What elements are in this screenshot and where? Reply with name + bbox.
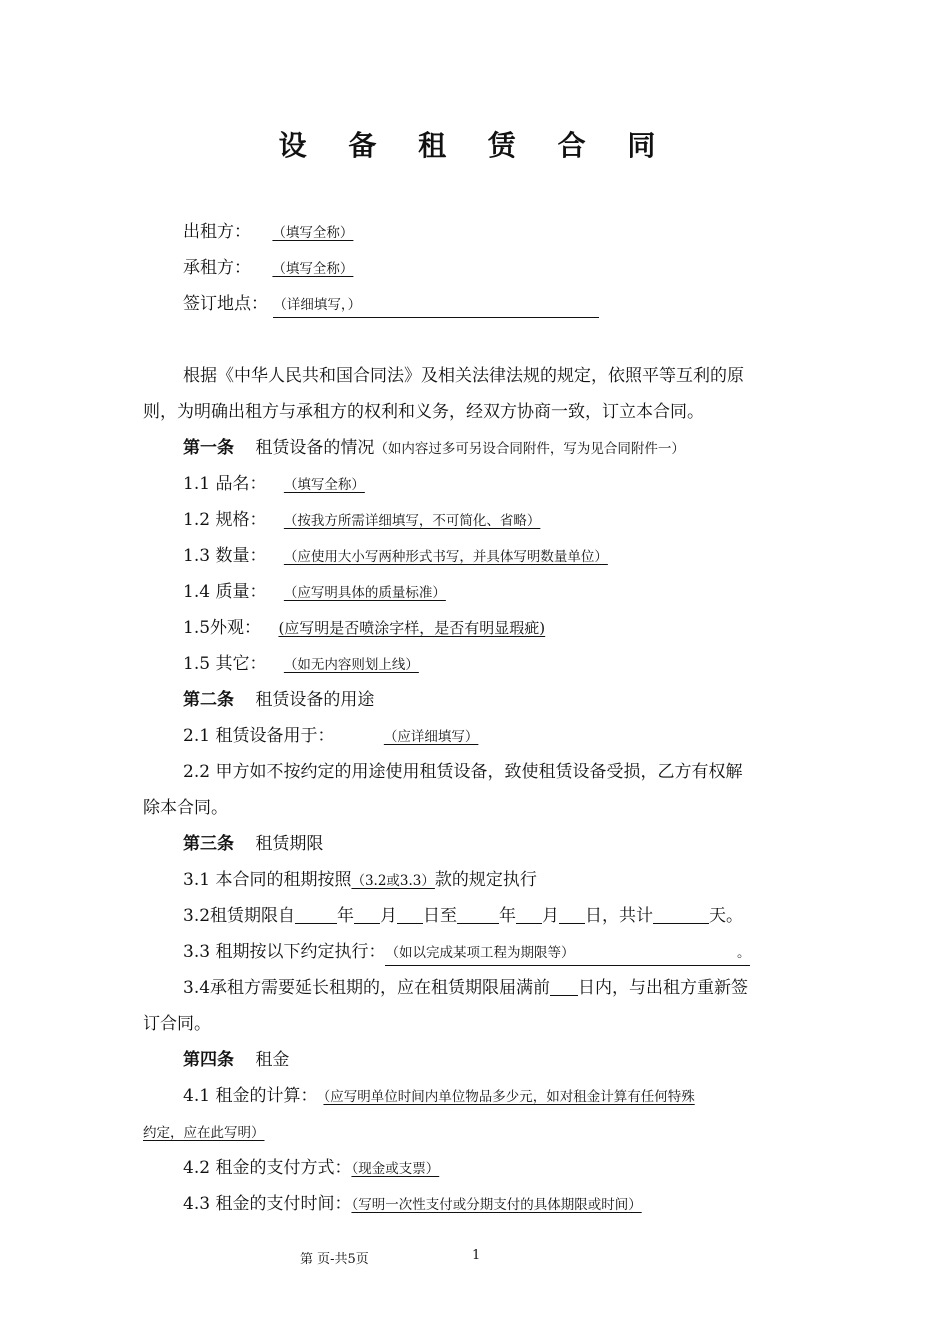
intro-line-1: 根据《中华人民共和国合同法》及相关法律法规的规定，依照平等互利的原 [183,366,744,386]
signing-place-value: （详细填写，） [273,293,599,318]
blank-field[interactable] [516,905,542,924]
item-number: 1.3 [183,546,211,566]
item-text: 3.4承租方需要延长租期的，应在租赁期限届满前 [183,978,551,998]
item-value: （应详细填写） [383,729,479,745]
item-label: 品名： [215,474,267,494]
lessor-label: 出租方： [183,222,251,242]
item-value: （应写明单位时间内单位物品多少元，如对租金计算有任何特殊 [323,1089,695,1105]
item-value-text: （如以完成某项工程为期限等） [385,945,575,961]
item-number: 1.4 [183,582,211,602]
item-4-1-line-1 [183,1084,695,1109]
blank-field[interactable] [550,977,578,996]
item-text: 3.2租赁期限自 [183,906,296,926]
item-number: 1.5 [183,654,211,674]
item-text: 4.2 租金的支付方式： [183,1158,352,1178]
blank-field[interactable] [295,905,337,924]
article3-heading [183,832,323,856]
item-value: （3.2或3.3） [351,873,435,889]
item-value: （如无内容则划上线） [283,657,419,673]
lessor-value: （填写全称） [272,225,354,241]
item-1-4 [183,580,446,605]
article2-label: 第二条 [183,690,234,710]
article4-heading [183,1048,289,1072]
item-text: 天。 [709,906,744,926]
lessor-line [183,220,353,245]
article1-note: （如内容过多可另设合同附件，写为见合同附件一） [374,441,685,457]
article2-heading [183,688,374,712]
article3-title: 租赁期限 [255,834,324,854]
lessee-value: （填写全称） [272,261,354,277]
blank-field[interactable] [354,905,380,924]
article1-title: 租赁设备的情况 [255,438,375,458]
item-text: 3.1 本合同的租期按照 [183,870,352,890]
item-number: 1.1 [183,474,211,494]
item-text: 日至 [423,906,458,926]
item-3-4-line-2: 订合同。 [143,1014,211,1034]
article4-label: 第四条 [183,1050,234,1070]
item-3-2 [183,904,743,928]
item-label: 租赁设备用于： [215,726,335,746]
item-text: 日，共计 [585,906,654,926]
item-label: 数量： [215,546,267,566]
lessee-label: 承租方： [183,258,251,278]
blank-field[interactable] [457,905,499,924]
item-value: 约定，应在此写明） [143,1125,265,1141]
item-4-2 [183,1156,439,1181]
item-number: 1.2 [183,510,211,530]
item-label: 质量： [215,582,267,602]
blank-field[interactable] [653,905,709,924]
item-2-2-line-1: 2.2 甲方如不按约定的用途使用租赁设备，致使租赁设备受损，乙方有权解 [183,762,743,782]
item-text: 款的规定执行 [434,870,537,890]
item-2-2-line-2: 除本合同。 [143,798,228,818]
item-text: 4.1 租金的计算： [183,1086,318,1106]
lessee-line [183,256,353,281]
item-label: 规格： [215,510,267,530]
item-text: 月 [380,906,398,926]
article1-heading [183,436,685,461]
item-label: 外观： [210,618,262,638]
item-text: 年 [499,906,517,926]
article3-label: 第三条 [183,834,234,854]
page-number: 1 [472,1248,481,1263]
item-4-1-line-2 [143,1120,265,1145]
item-text: 3.3 租期按以下约定执行： [183,942,386,962]
item-3-3 [183,940,750,966]
page-footer-text: 第 页-共5页 [300,1252,369,1267]
item-value: (应写明是否喷涂字样，是否有明显瑕疵) [278,619,546,637]
item-value: （现金或支票） [351,1161,440,1177]
item-1-5-appearance [183,616,545,640]
document-title: 设 备 租 赁 合 同 [278,129,672,162]
item-value: （写明一次性支付或分期支付的具体期限或时间） [351,1197,642,1213]
item-value: （应写明具体的质量标准） [283,585,446,601]
item-value-end: 。 [736,945,751,961]
article2-title: 租赁设备的用途 [255,690,375,710]
article1-label: 第一条 [183,438,234,458]
item-1-1 [183,472,365,497]
item-2-1 [183,724,478,749]
item-1-3 [183,544,608,569]
item-text: 4.3 租金的支付时间： [183,1194,352,1214]
item-number: 2.1 [183,726,211,746]
signing-place-label: 签订地点： [183,294,268,314]
item-number: 1.5 [183,618,211,638]
item-text: 月 [542,906,560,926]
signing-place-line [183,292,599,318]
item-1-2 [183,508,540,533]
item-4-3 [183,1192,642,1217]
article4-title: 租金 [255,1050,290,1070]
item-value: （填写全称） [283,477,365,493]
item-3-4-line-1 [183,976,748,1000]
item-value: （应使用大小写两种形式书写，并具体写明数量单位） [283,549,608,565]
item-value: （按我方所需详细填写，不可简化、省略） [283,513,541,529]
item-1-5-other [183,652,419,677]
item-3-1 [183,868,537,893]
item-text: 年 [337,906,355,926]
blank-field[interactable] [559,905,585,924]
blank-field[interactable] [397,905,423,924]
intro-line-2: 则，为明确出租方与承租方的权利和义务，经双方协商一致，订立本合同。 [143,402,704,422]
item-label: 其它： [215,654,267,674]
item-value [385,941,750,966]
item-text: 日内，与出租方重新签 [578,978,749,998]
